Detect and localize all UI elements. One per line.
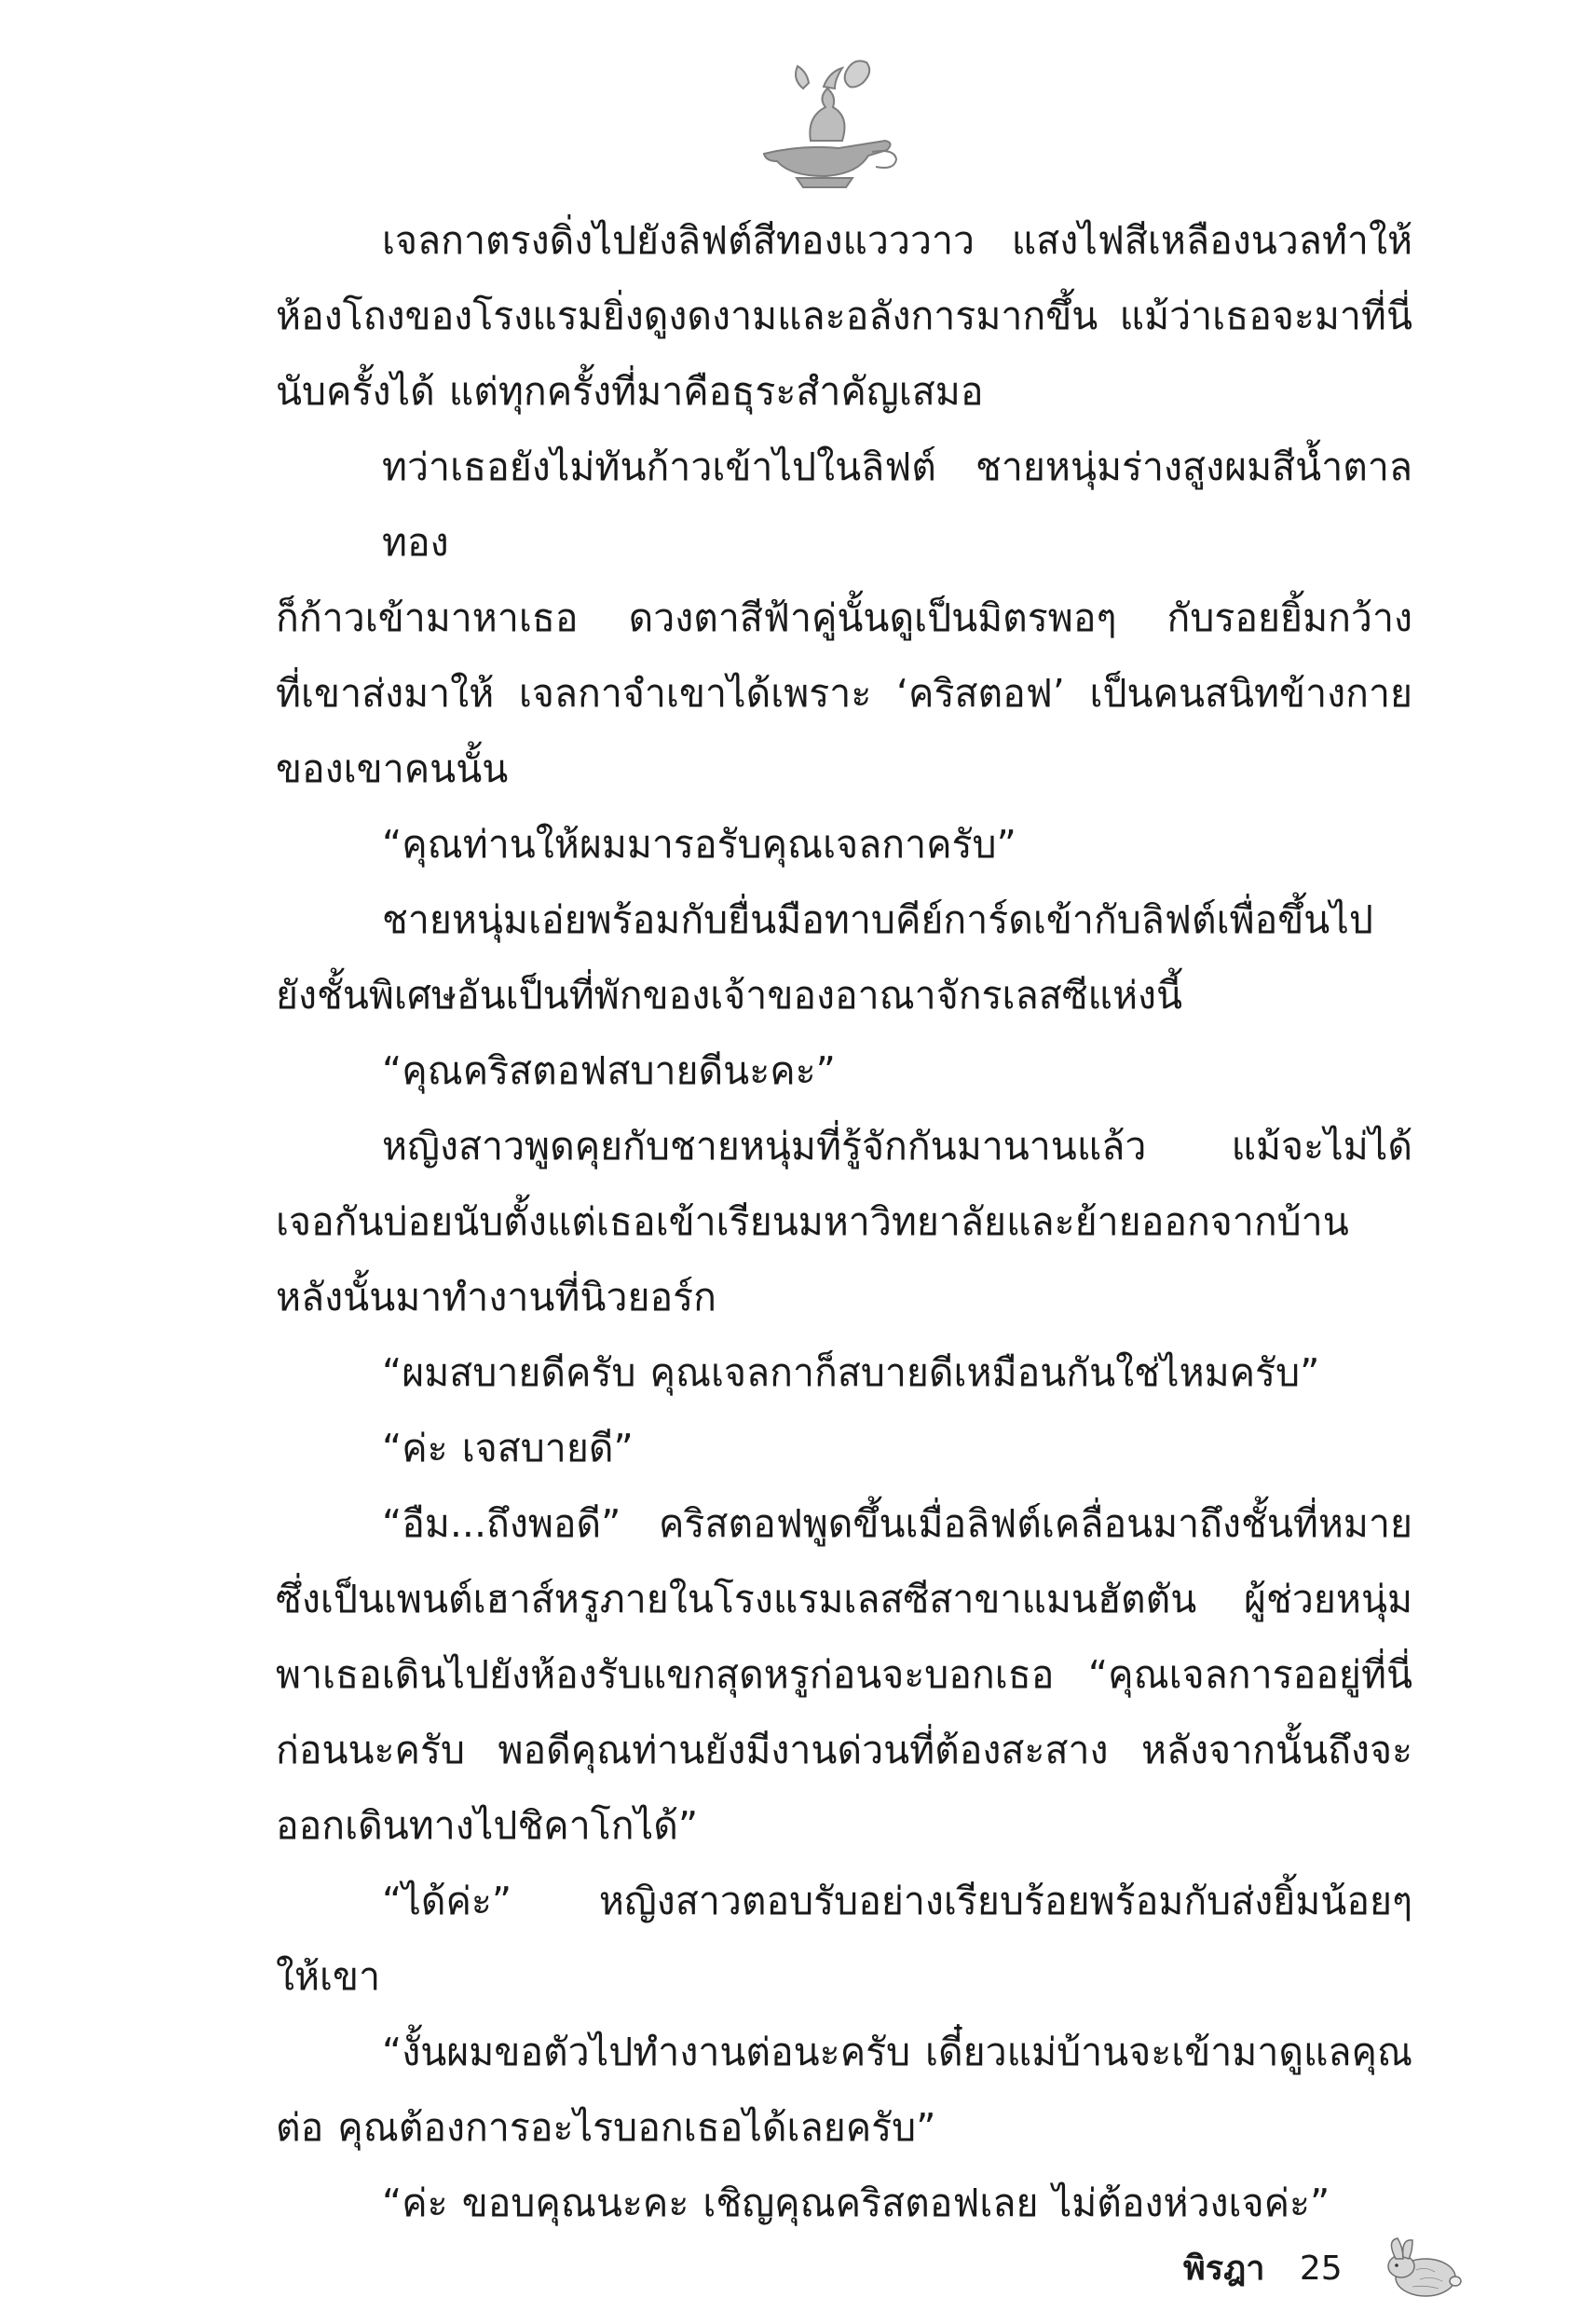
paragraph (276, 1109, 1412, 1335)
text-line: “อืม...ถึงพอดี” คริสตอฟพูดขึ้นเมื่อลิฟต์เคลื่อนมาถึงชั้นที่หมาย (382, 1501, 1412, 1546)
text-body (276, 203, 1412, 2241)
text-line: “ผมสบายดีครับ คุณเจลกาก็สบายดีเหมือนกันใช่ไหมครับ” (382, 1350, 1320, 1395)
page-footer (1183, 2241, 1343, 2297)
paragraph (276, 203, 1412, 430)
paragraph (276, 882, 1412, 1033)
paragraph (276, 1411, 1412, 1486)
text-line: หญิงสาวพูดคุยกับชายหนุ่มที่รู้จักกันมานานแล้ว แม้จะไม่ได้ (382, 1124, 1412, 1169)
text-line: เจลกาตรงดิ่งไปยังลิฟต์สีทองแวววาว แสงไฟสีเหลืองนวลทำให้ (382, 218, 1412, 263)
text-line: นับครั้งได้ แต่ทุกครั้งที่มาคือธุระสำคัญเสมอ (276, 369, 984, 414)
text-line: หลังนั้นมาทำงานที่นิวยอร์ก (276, 1275, 716, 1320)
text-line: “ได้ค่ะ” หญิงสาวตอบรับอย่างเรียบร้อยพร้อมกับส่งยิ้มน้อยๆ (382, 1879, 1412, 1923)
text-line: ก่อนนะครับ พอดีคุณท่านยังมีงานด่วนที่ต้องสะสาง หลังจากนั้นถึงจะ (276, 1728, 1412, 1772)
paragraph (276, 1335, 1412, 1411)
paragraph (276, 2015, 1412, 2166)
paragraph (276, 1033, 1412, 1109)
paragraph (276, 2166, 1412, 2241)
text-line: ออกเดินทางไปชิคาโกได้” (276, 1803, 699, 1848)
text-line: “คุณคริสตอฟสบายดีนะคะ” (382, 1048, 836, 1093)
text-line: เจอกันบ่อยนับตั้งแต่เธอเข้าเรียนมหาวิทยาลัยและย้ายออกจากบ้าน (276, 1199, 1349, 1244)
text-line: ของเขาคนนั้น (276, 746, 509, 791)
text-line: ที่เขาส่งมาให้ เจลกาจำเขาได้เพราะ ‘คริสตอฟ’ เป็นคนสนิทข้างกาย (276, 671, 1412, 716)
text-line: ก็ก้าวเข้ามาหาเธอ ดวงตาสีฟ้าคู่นั้นดูเป็นมิตรพอๆ กับรอยยิ้มกว้าง (276, 595, 1412, 640)
text-line: ชายหนุ่มเอ่ยพร้อมกับยื่นมือทาบคีย์การ์ดเข้ากับลิฟต์เพื่อขึ้นไป (382, 897, 1373, 942)
page-number: 25 (1299, 2249, 1343, 2288)
footer-author: พิรฎา (1183, 2249, 1265, 2288)
text-line: ต่อ คุณต้องการอะไรบอกเธอได้เลยครับ” (276, 2105, 936, 2150)
text-line: “คุณท่านให้ผมมารอรับคุณเจลกาครับ” (382, 822, 1016, 867)
text-line: ทว่าเธอยังไม่ทันก้าวเข้าไปในลิฟต์ ชายหนุ่มร่างสูงผมสีน้ำตาลทอง (382, 444, 1412, 565)
text-line: “ค่ะ เจสบายดี” (382, 1426, 634, 1470)
text-line: ซึ่งเป็นเพนต์เฮาส์หรูภายในโรงแรมเลสซีสาขาแมนฮัตตัน ผู้ช่วยหนุ่ม (276, 1577, 1412, 1621)
paragraph (276, 807, 1412, 882)
paragraph (276, 1864, 1412, 2015)
lamp-ornament-icon (745, 51, 904, 191)
rabbit-icon (1379, 2235, 1463, 2300)
text-line: “ค่ะ ขอบคุณนะคะ เชิญคุณคริสตอฟเลย ไม่ต้องห่วงเจค่ะ” (382, 2181, 1330, 2225)
text-line: ห้องโถงของโรงแรมยิ่งดูงดงามและอลังการมากขึ้น แม้ว่าเธอจะมาที่นี่ (276, 294, 1412, 338)
text-line: พาเธอเดินไปยังห้องรับแขกสุดหรูก่อนจะบอกเธอ “คุณเจลการออยู่ที่นี่ (276, 1652, 1412, 1697)
paragraph (276, 1486, 1412, 1864)
paragraph (276, 430, 1412, 807)
text-line: ให้เขา (276, 1954, 381, 1999)
text-line: “งั้นผมขอตัวไปทำงานต่อนะครับ เดี๋ยวแม่บ้านจะเข้ามาดูแลคุณ (382, 2030, 1412, 2074)
text-line: ยังชั้นพิเศษอันเป็นที่พักของเจ้าของอาณาจักรเลสซีแห่งนี้ (276, 973, 1183, 1018)
